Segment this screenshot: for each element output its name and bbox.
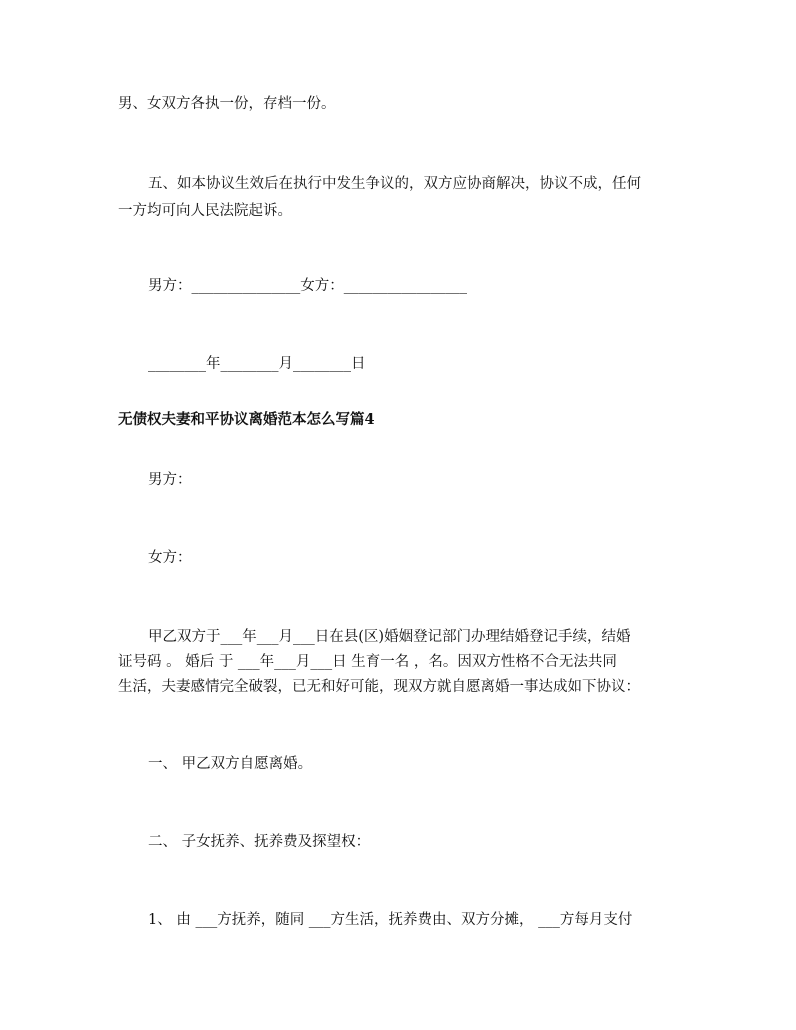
paragraph-line: 甲乙双方于___年___月___日在县(区)婚姻登记部门办理结婚登记手续，结婚 — [148, 629, 631, 645]
paragraph-line: 生活，夫妻感情完全破裂，已无和好可能，现双方就自愿离婚一事达成如下协议： — [118, 679, 640, 695]
paragraph-line: 证号码 。 婚后 于 ___年___月___日 生育一名 ，名。因双方性格不合无法共同 — [118, 654, 617, 670]
clause-line: 二、 子女抚养、抚养费及探望权： — [148, 834, 371, 850]
date-line: ________年________月________日 — [148, 356, 366, 372]
section-heading: 无债权夫妻和平协议离婚范本怎么写篇4 — [118, 411, 375, 428]
paragraph-line: 男、女双方各执一份，存档一份。 — [118, 96, 336, 112]
paragraph-line: 一方均可向人民法院起诉。 — [118, 203, 292, 219]
clause-line: 一、 甲乙双方自愿离婚。 — [148, 756, 313, 772]
signature-line: 男方：_______________女方：_________________ — [148, 278, 467, 294]
party-female-label: 女方： — [148, 550, 192, 566]
paragraph-line: 五、如本协议生效后在执行中发生争议的，双方应协商解决，协议不成，任何 — [148, 176, 641, 192]
clause-line: 1、 由 ___方抚养，随同 ___方生活，抚养费由、双方分摊， ___方每月支付 — [148, 912, 633, 928]
party-male-label: 男方： — [148, 472, 192, 488]
